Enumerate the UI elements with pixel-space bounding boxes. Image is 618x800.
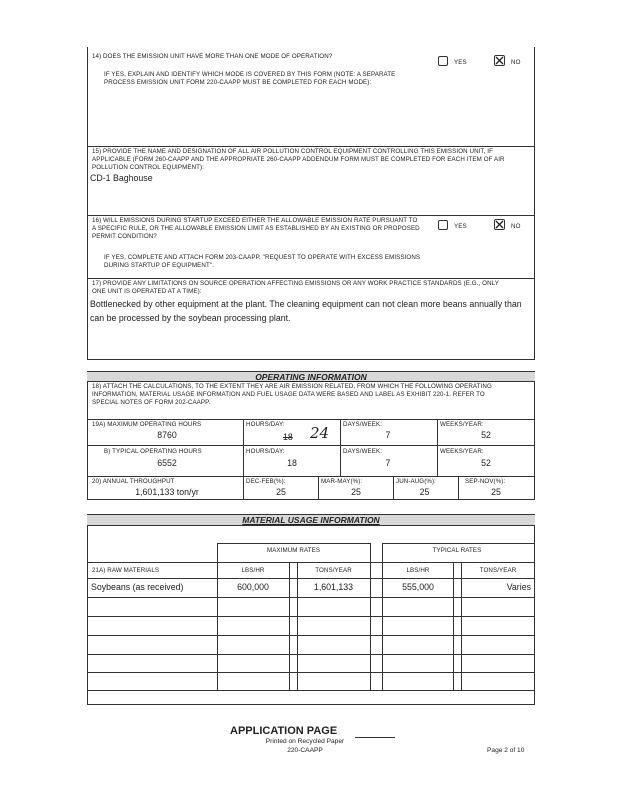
material-title: MATERIAL USAGE INFORMATION <box>242 515 380 525</box>
col-divider <box>243 445 244 476</box>
max-hours-label: 19A) MAXIMUM OPERATING HOURS <box>92 421 202 428</box>
typ-hoursday-label: HOURS/DAY: <box>246 448 285 455</box>
table-line <box>87 654 535 655</box>
table-line <box>87 672 535 673</box>
page-number: Page 2 of 10 <box>487 747 525 754</box>
typ-hours-label: B) TYPICAL OPERATING HOURS <box>104 448 202 455</box>
table-line <box>382 543 383 690</box>
form-id: 220-CAAPP <box>287 747 323 754</box>
typ-weeksyear-label: WEEKS/YEAR: <box>440 448 484 455</box>
table-line <box>217 543 370 544</box>
col-divider <box>437 445 438 476</box>
q16-question: 16) WILL EMISSIONS DURING STARTUP EXCEED EITHER THE ALLOWABLE EMISSION RATE PURSUANT TO A SPECIFIC RULE, OR THE ALLOWABLE EMISSION LIMIT AS ESTABLISHED BY AN EXISTING OR PROPOSED PERMIT CONDITION? <box>92 217 420 240</box>
col-divider <box>340 445 341 476</box>
max-rates-header: MAXIMUM RATES <box>266 547 321 554</box>
col-divider <box>243 476 244 500</box>
typ-lbs-header: LBS/HR <box>406 567 430 574</box>
q18-text: 18) ATTACH THE CALCULATIONS, TO THE EXTENT THEY ARE AIR EMISSION RELATED, FROM WHICH THE FOLLOWING OPERATING INFORMATION, MATERIAL USAGE INFORMATION AND FUEL USAGE DATA WERE BASED AND LABEL AS EXHIBIT 220-1. REFER TO SPECIAL NOTES OF FORM 202-CAAPP. <box>92 383 492 406</box>
raw-material-name: Soybeans (as received) <box>91 582 184 592</box>
q17-question: 17) PROVIDE ANY LIMITATIONS ON SOURCE OPERATION AFFECTING EMISSIONS OR ANY WORK PRACTICE STANDARDS (E.G., ONLY ONE UNIT IS OPERATED AT A TIME): <box>92 280 499 295</box>
max-hours-value: 8760 <box>157 430 177 440</box>
max-daysweek-value: 7 <box>385 430 391 440</box>
application-page-label: APPLICATION PAGE <box>230 725 338 737</box>
typ-hoursday-value: 18 <box>287 458 297 468</box>
q14-section <box>87 47 535 147</box>
q15-answer: CD-1 Baghouse <box>90 173 153 183</box>
printed-note: Printed on Recycled Paper <box>265 738 345 745</box>
dec-feb-label: DEC-FEB(%): <box>246 478 286 485</box>
max-lbs-header: LBS/HR <box>241 567 265 574</box>
sep-nov-value: 25 <box>491 487 501 497</box>
row-divider <box>87 419 535 420</box>
q14-no-checkbox[interactable] <box>494 55 505 66</box>
table-line <box>289 562 290 690</box>
sep-nov-label: SEP-NOV(%): <box>465 478 506 485</box>
table-line <box>87 597 535 598</box>
q14-instruction: IF YES, EXPLAIN AND IDENTIFY WHICH MODE IS COVERED BY THIS FORM (NOTE: A SEPARATE PROCESS EMISSION UNIT FORM 220-CAAPP MUST BE COMPLETED FOR EACH MODE): <box>104 71 396 86</box>
table-line <box>370 543 371 690</box>
row-divider <box>87 445 535 446</box>
raw-material-typ-tons: Varies <box>506 582 531 592</box>
typ-hours-value: 6552 <box>157 458 177 468</box>
max-daysweek-label: DAYS/WEEK: <box>343 421 383 428</box>
table-line <box>87 578 535 579</box>
operating-title: OPERATING INFORMATION <box>255 372 367 382</box>
q16-instruction: IF YES, COMPLETE AND ATTACH FORM 203-CAAPP, "REQUEST TO OPERATE WITH EXCESS EMISSIONS DURING STARTUP OF EQUIPMENT". <box>104 254 421 269</box>
x-mark-icon <box>495 220 504 229</box>
max-weeksyear-label: WEEKS/YEAR: <box>440 421 484 428</box>
q16-yes-checkbox[interactable] <box>438 220 448 230</box>
q15-question: 15) PROVIDE THE NAME AND DESIGNATION OF ALL AIR POLLUTION CONTROL EQUIPMENT CONTROLLING THIS EMISSION UNIT, IF APPLICABLE (FORM 260-CAAPP AND THE APPROPRIATE 260-CAAPP ADDENDUM FORM MUST BE COMPLETED FOR EACH ITEM OF AIR POLLUTION CONTROL EQUIPMENT): <box>92 148 505 171</box>
typ-weeksyear-value: 52 <box>481 458 491 468</box>
raw-material-max-tons: 1,601,133 <box>313 582 354 592</box>
typ-tons-header: TONS/YEAR <box>479 567 517 574</box>
q17-answer: Bottlenecked by other equipment at the plant. The cleaning equipment can not clean more beans annually than can be processed by the soybean processing plant. <box>90 299 522 323</box>
mar-may-value: 25 <box>351 487 361 497</box>
q14-question: 14) DOES THE EMISSION UNIT HAVE MORE THAN ONE MODE OF OPERATION? <box>92 53 333 60</box>
max-hoursday-value: 24 <box>310 424 330 442</box>
table-line <box>87 635 535 636</box>
max-hoursday-struck: 18 <box>283 432 293 442</box>
mar-may-label: MAR-MAY(%): <box>321 478 363 485</box>
q16-no-checkbox[interactable] <box>494 219 505 230</box>
x-mark-icon <box>495 56 504 65</box>
col-divider <box>243 419 244 445</box>
typical-rates-header: TYPICAL RATES <box>432 547 482 554</box>
typ-daysweek-value: 7 <box>385 458 391 468</box>
typ-daysweek-label: DAYS/WEEK: <box>343 448 383 455</box>
q14-yes-label: YES <box>454 59 467 66</box>
q14-no-label: NO <box>511 59 521 66</box>
throughput-label: 20) ANNUAL THROUGHPUT <box>92 478 175 485</box>
raw-material-typ-lbs: 555,000 <box>402 582 434 592</box>
q16-yes-label: YES <box>454 223 467 230</box>
throughput-value: 1,601,133 ton/yr <box>135 487 199 497</box>
q14-yes-checkbox[interactable] <box>438 56 448 66</box>
q16-no-label: NO <box>511 223 521 230</box>
col-divider <box>318 476 319 500</box>
row-divider <box>87 476 535 477</box>
max-tons-header: TONS/YEAR <box>315 567 352 574</box>
table-line <box>87 616 535 617</box>
jun-aug-label: JUN-AUG(%): <box>396 478 436 485</box>
max-hoursday-label: HOURS/DAY: <box>246 421 285 428</box>
table-line <box>87 690 535 691</box>
raw-materials-header: 21A) RAW MATERIALS <box>92 567 160 574</box>
max-weeksyear-value: 52 <box>481 430 491 440</box>
table-line <box>87 562 535 563</box>
col-divider <box>340 419 341 445</box>
table-line <box>217 543 218 690</box>
table-line <box>382 543 535 544</box>
raw-material-max-lbs: 600,000 <box>237 582 269 592</box>
col-divider <box>437 419 438 445</box>
jun-aug-value: 25 <box>419 487 430 497</box>
col-divider <box>458 476 459 500</box>
dec-feb-value: 25 <box>276 487 286 497</box>
